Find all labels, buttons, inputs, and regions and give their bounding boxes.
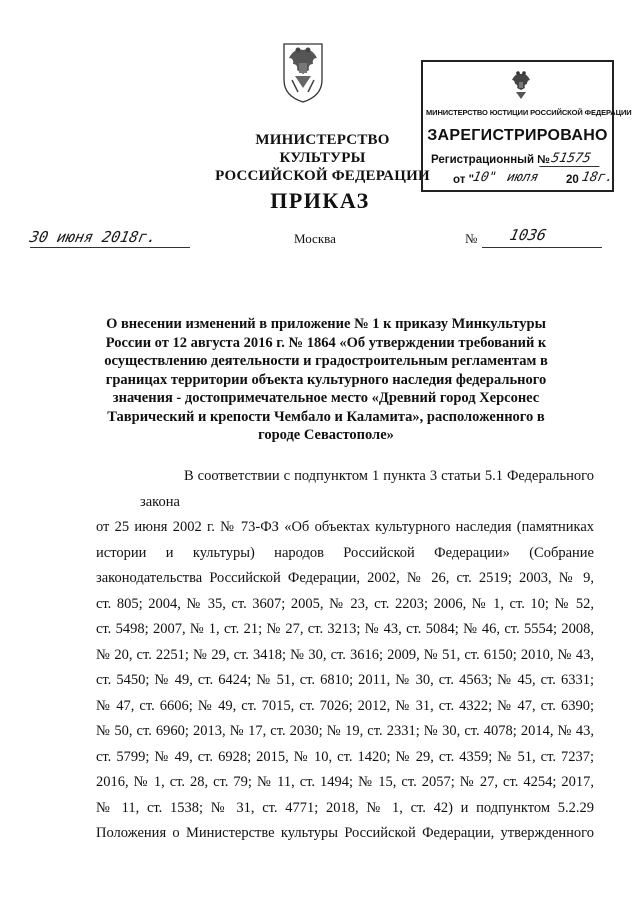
body-line: № 11, ст. 1538; № 31, ст. 4771; 2018, № 1, ст. 42) и подпунктом 5.2.29: [96, 799, 594, 816]
double-headed-eagle-emblem-icon: [280, 36, 326, 104]
stamp-date-from: от ": [453, 174, 475, 186]
body-line: ст. 5799; № 49, ст. 6928; 2015, № 10, ст. 1420; № 29, ст. 4359; № 51, ст. 7237;: [96, 748, 594, 765]
stamp-emblem-icon: [508, 68, 534, 102]
body-line: № 47, ст. 6606; № 49, ст. 7015, ст. 7026; 2012, № 31, ст. 4322; № 47, ст. 6390;: [96, 697, 594, 714]
ministry-line-2: РОССИЙСКОЙ ФЕДЕРАЦИИ: [215, 168, 430, 184]
body-line: № 20, ст. 2251; № 29, ст. 3418; № 30, ст. 3616; 2009, № 51, ст. 6150; 2010, № 43,: [96, 646, 594, 663]
stamp-reg-number: 51575: [539, 151, 602, 167]
order-body: [96, 464, 594, 847]
order-number-label: №: [465, 231, 478, 246]
ministry-line-1: МИНИСТЕРСТВО КУЛЬТУРЫ: [255, 132, 390, 166]
stamp-registered: ЗАРЕГИСТРИРОВАНО: [427, 127, 608, 144]
stamp-date-month: июля: [505, 170, 540, 185]
ministry-name: [215, 131, 430, 185]
order-date: 30 июня 2018г.: [28, 228, 159, 246]
body-line: № 50, ст. 6960; 2013, № 17, ст. 2030; № 19, ст. 2331; № 30, ст. 4078; 2014, № 43,: [96, 723, 594, 739]
stamp-reg-label: Регистрационный №: [431, 154, 551, 166]
registration-stamp: [421, 60, 632, 192]
order-number: 1036: [508, 226, 549, 244]
body-line: Положения о Министерстве культуры Российской Федерации, утвержденного: [96, 825, 594, 841]
stamp-date-year-value: 18г.: [580, 170, 615, 185]
stamp-date-year-label: 20: [566, 174, 579, 186]
stamp-ministry: МИНИСТЕРСТВО ЮСТИЦИИ РОССИЙСКОЙ ФЕДЕРАЦИИ: [426, 108, 632, 117]
body-line: В соответствии с подпунктом 1 пункта 3 статьи 5.1 Федерального закона: [140, 468, 594, 510]
body-line: законодательства Российской Федерации, 2002, № 26, ст. 2519; 2003, № 9,: [96, 570, 594, 586]
order-date-underline: [30, 247, 190, 248]
stamp-date-day: 10": [471, 170, 499, 185]
body-line: от 25 июня 2002 г. № 73-ФЗ «Об объектах культурного наследия (памятниках: [96, 519, 594, 535]
body-line: ст. 805; 2004, № 35, ст. 3607; 2005, № 23, ст. 2203; 2006, № 1, ст. 10; № 52,: [96, 595, 594, 612]
order-city: Москва: [294, 231, 336, 246]
order-number-underline: [482, 247, 602, 248]
order-title: О внесении изменений в приложение № 1 к приказу Минкультуры России от 12 августа 2016 г. № 1864 «Об утверждении требований к осуществлению деятельности и градостроительным регламентам в границах территории объекта культурного наследия федерального значения - достопримечательное место «Древний город Херсонес Таврический и крепости Чембало и Каламита», расположенного в городе Севастополе»: [104, 316, 548, 443]
document-type: ПРИКАЗ: [270, 188, 370, 213]
body-line: ст. 5498; 2007, № 1, ст. 21; № 27, ст. 3213; № 43, ст. 5084; № 46, ст. 5554; 2008,: [96, 621, 594, 637]
body-line: истории и культуры) народов Российской Федерации» (Собрание: [96, 544, 594, 561]
body-line: ст. 5450; № 49, ст. 6424; № 51, ст. 6810; 2011, № 30, ст. 4563; № 45, ст. 6331;: [96, 672, 594, 688]
body-line: 2016, № 1, ст. 28, ст. 79; № 11, ст. 1494; № 15, ст. 2057; № 27, ст. 4254; 2017,: [96, 774, 594, 790]
